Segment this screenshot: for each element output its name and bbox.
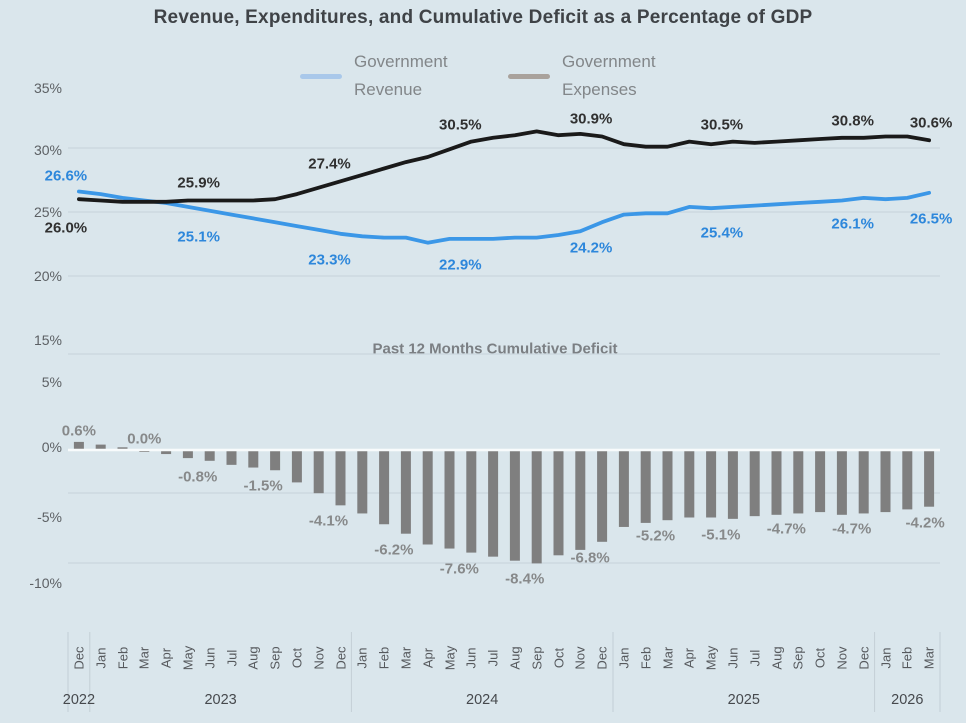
x-axis-month-label: Feb <box>115 646 130 670</box>
deficit-bar <box>772 450 782 515</box>
revenue-point-label: 24.2% <box>569 239 613 257</box>
x-axis-month-label: Jan <box>93 647 109 669</box>
deficit-bar <box>401 450 411 534</box>
deficit-bar <box>292 450 302 482</box>
x-axis-month-label: Sep <box>790 646 806 670</box>
x-axis-year-label: 2024 <box>466 692 499 708</box>
deficit-bar <box>466 450 476 553</box>
x-axis-month-label: Apr <box>158 647 174 669</box>
x-axis-month-label: Mar <box>660 646 675 670</box>
deficit-bar <box>423 450 433 545</box>
revenue-point-label: 25.1% <box>177 228 220 246</box>
deficit-bar <box>859 450 869 513</box>
deficit-bar <box>205 450 215 461</box>
revenue-point-label: 25.4% <box>700 224 744 242</box>
deficit-bar <box>314 450 324 493</box>
x-axis-month-label: Jun <box>725 647 741 669</box>
deficit-bar <box>902 450 912 509</box>
deficit-bar <box>619 450 629 527</box>
x-axis-month-label: Jul <box>747 649 763 667</box>
deficit-bar <box>641 450 651 523</box>
revenue-point-label: 22.9% <box>439 256 482 274</box>
deficit-bar <box>793 450 803 513</box>
deficit-bar <box>684 450 694 518</box>
y-axis-tick: -5% <box>37 509 62 525</box>
revenue-point-label: 26.6% <box>44 167 88 185</box>
deficit-bar <box>357 450 367 513</box>
deficit-bar-label: -6.2% <box>374 541 414 559</box>
legend-label-revenue: Government Revenue <box>354 52 448 99</box>
x-axis-month-label: Feb <box>638 646 654 670</box>
x-axis-month-label: Mar <box>398 646 414 670</box>
deficit-bar <box>728 450 738 519</box>
x-axis-month-label: Aug <box>245 646 261 670</box>
x-axis-month-label: Oct <box>812 647 828 669</box>
deficit-bar <box>924 450 934 507</box>
x-axis-year-label: 2022 <box>62 692 96 708</box>
deficit-bar <box>510 450 520 561</box>
x-axis-month-label: Oct <box>551 647 566 669</box>
x-axis-month-label: Aug <box>769 646 784 670</box>
y-axis-tick: 15% <box>33 332 62 348</box>
expenses-point-label: 27.4% <box>308 155 351 173</box>
x-axis-month-label: Apr <box>420 647 436 669</box>
deficit-bar <box>663 450 673 520</box>
deficit-bar-label: -1.5% <box>243 477 283 495</box>
x-axis-month-label: Apr <box>681 647 697 669</box>
deficit-bar <box>270 450 280 470</box>
x-axis-month-label: Mar <box>921 646 937 670</box>
legend-label-expenses: Government Expenses <box>562 52 656 99</box>
deficit-bar <box>881 450 891 512</box>
y-axis-tick: -10% <box>29 575 62 591</box>
deficit-bar <box>597 450 607 542</box>
x-axis-month-label: Aug <box>507 646 523 670</box>
chart-title: Revenue, Expenditures, and Cumulative Deficit as a Percentage of GDP <box>153 7 813 28</box>
deficit-bar <box>706 450 716 518</box>
y-axis-tick: 5% <box>41 374 62 390</box>
x-axis-month-label: Jan <box>878 647 893 669</box>
deficit-bar <box>837 450 847 515</box>
deficit-bar-label: -4.1% <box>308 512 349 530</box>
deficit-bar <box>488 450 498 557</box>
deficit-bar <box>554 450 564 555</box>
deficit-bar <box>575 450 585 550</box>
expenses-point-label: 26.0% <box>44 219 88 237</box>
deficit-bar-label: -7.6% <box>439 560 479 578</box>
x-axis-month-label: Dec <box>71 646 87 670</box>
x-axis-month-label: Jun <box>463 647 479 669</box>
y-axis-tick: 30% <box>33 142 62 158</box>
x-axis-month-label: Sep <box>529 646 545 670</box>
deficit-bar <box>336 450 346 505</box>
x-axis-month-label: Jul <box>224 649 239 667</box>
x-axis-month-label: Jan <box>354 647 370 669</box>
deficit-bar-label: -0.8% <box>178 468 218 486</box>
revenue-point-label: 23.3% <box>308 251 351 269</box>
expenses-point-label: 25.9% <box>177 174 220 192</box>
deficit-panel-subtitle: Past 12 Months Cumulative Deficit <box>372 340 618 358</box>
y-axis-tick: 0% <box>41 439 62 455</box>
x-axis-month-label: Dec <box>856 646 872 670</box>
deficit-bar-label: -4.2% <box>905 514 945 532</box>
x-axis-month-label: Dec <box>594 646 610 670</box>
deficit-bar <box>445 450 455 549</box>
y-axis-tick: 25% <box>33 204 62 220</box>
x-axis-month-label: Nov <box>311 646 327 670</box>
expenses-point-label: 30.9% <box>569 110 613 128</box>
deficit-bar-label: 0.0% <box>127 430 162 448</box>
deficit-bar-label: -8.4% <box>505 570 545 588</box>
deficit-bar-label: -5.1% <box>701 526 741 544</box>
deficit-bar <box>815 450 825 512</box>
deficit-bar <box>750 450 760 516</box>
x-axis-year-label: 2023 <box>204 692 237 708</box>
x-axis-year-label: 2025 <box>727 692 760 708</box>
deficit-bar <box>379 450 389 524</box>
revenue-point-label: 26.1% <box>831 215 874 233</box>
deficit-bar-label: -4.7% <box>766 520 806 538</box>
expenses-point-label: 30.6% <box>909 114 953 132</box>
x-axis-month-label: Jul <box>485 649 501 667</box>
deficit-bar-label: 0.6% <box>61 422 96 440</box>
expenses-point-label: 30.5% <box>439 116 482 134</box>
x-axis-month-label: Feb <box>376 646 392 670</box>
expenses-point-label: 30.5% <box>700 116 744 134</box>
deficit-bar-label: -4.7% <box>832 520 872 538</box>
x-axis-month-label: May <box>180 645 196 671</box>
revenue-point-label: 26.5% <box>909 210 953 228</box>
x-axis-month-label: Jan <box>616 647 632 669</box>
x-axis-month-label: Nov <box>572 646 588 670</box>
x-axis-month-label: May <box>703 645 719 671</box>
x-axis-year-label: 2026 <box>891 692 924 708</box>
x-axis-month-label: Nov <box>834 646 850 670</box>
x-axis-month-label: Feb <box>899 646 915 670</box>
y-axis-tick: 20% <box>33 268 62 284</box>
deficit-bar-label: -5.2% <box>635 527 676 545</box>
x-axis-month-label: May <box>442 645 457 671</box>
deficit-bar <box>248 450 258 468</box>
x-axis-month-label: Dec <box>333 646 348 670</box>
expenses-point-label: 30.8% <box>831 112 874 130</box>
deficit-bar-label: -6.8% <box>570 549 610 567</box>
y-axis-tick: 35% <box>33 80 62 96</box>
deficit-bar <box>227 450 237 465</box>
x-axis-month-label: Jun <box>202 647 218 669</box>
x-axis-month-label: Mar <box>136 646 152 670</box>
deficit-bar <box>532 450 542 563</box>
x-axis-month-label: Oct <box>289 647 305 669</box>
x-axis-month-label: Sep <box>267 646 283 670</box>
